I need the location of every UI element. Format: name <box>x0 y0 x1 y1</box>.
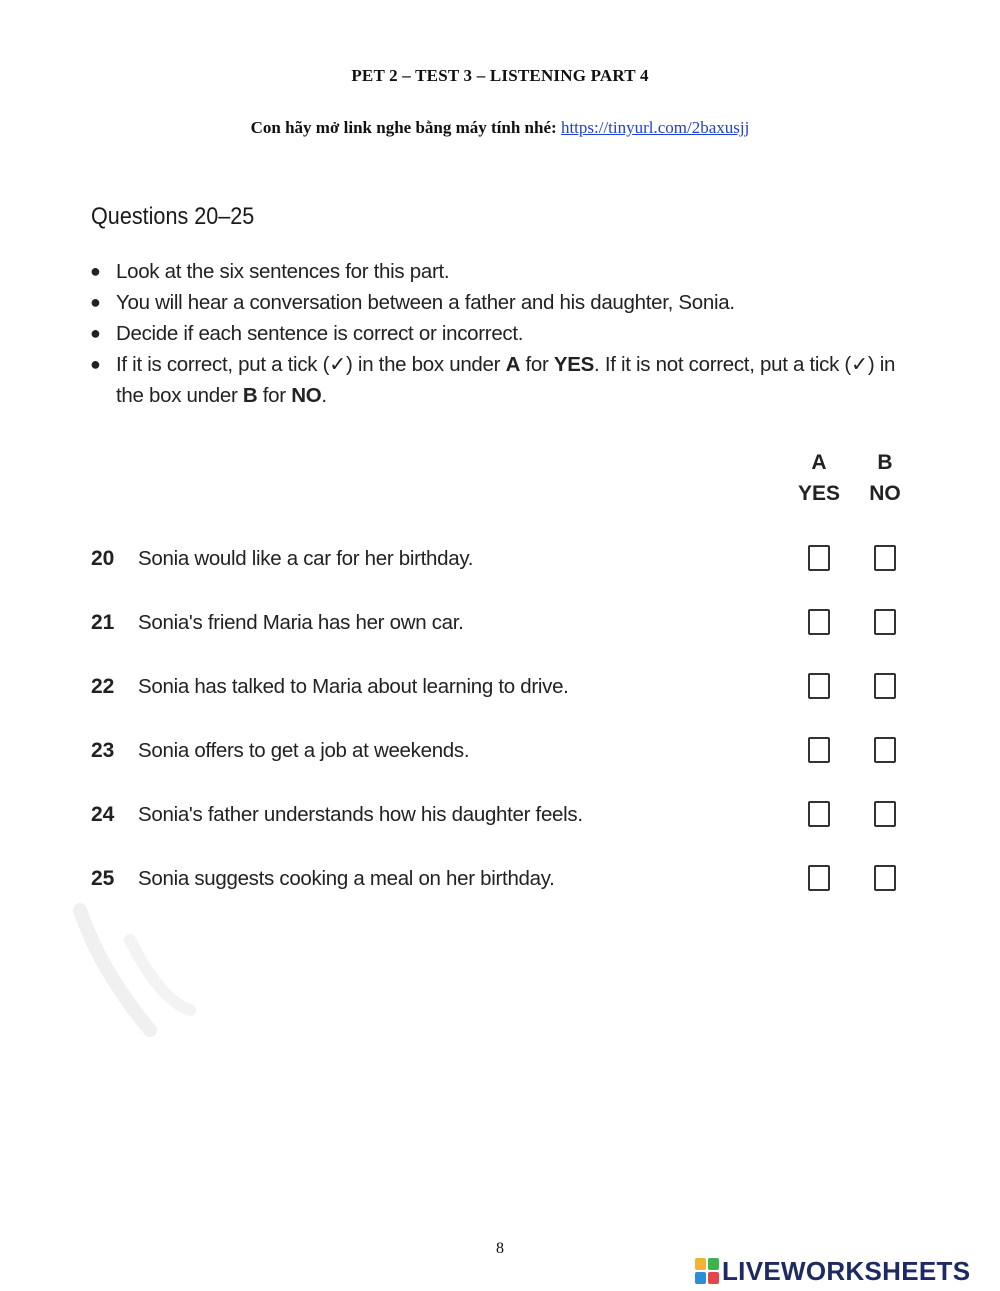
instruction-bold: NO <box>291 384 322 407</box>
yes-checkbox-25[interactable] <box>808 865 830 891</box>
question-text: Sonia would like a car for her birthday. <box>138 547 474 570</box>
no-checkbox-20[interactable] <box>874 545 896 571</box>
instruction-text-part: for <box>257 384 292 407</box>
instruction-text-part: for <box>520 353 554 376</box>
liveworksheets-logo-icon <box>695 1258 719 1284</box>
question-number: 21 <box>91 611 115 634</box>
instruction-bold: B <box>242 384 258 407</box>
brand-footer <box>695 1254 970 1288</box>
column-a-label: YES <box>797 482 841 505</box>
instruction-text-part: . If it is not correct, put a tick (✓) in the box under <box>116 353 896 407</box>
bullet-icon: ● <box>90 261 101 281</box>
instruction-item <box>88 256 918 287</box>
audio-link[interactable]: https://tinyurl.com/2baxusjj <box>560 118 750 137</box>
instruction-text: You will hear a conversation between a father and his daughter, Sonia. <box>116 291 735 314</box>
bullet-icon: ● <box>90 354 101 374</box>
no-checkbox-25[interactable] <box>874 865 896 891</box>
instruction-text: Look at the six sentences for this part. <box>116 260 450 283</box>
question-text: Sonia has talked to Maria about learning to drive. <box>138 675 569 698</box>
question-row-23 <box>0 735 1000 775</box>
brand-name: LIVEWORKSHEETS <box>722 1255 971 1286</box>
bullet-icon: ● <box>90 323 101 343</box>
question-text: Sonia suggests cooking a meal on her birthday. <box>138 867 555 890</box>
questions-heading: Questions 20–25 <box>91 203 255 230</box>
instruction-text-part: If it is correct, put a tick (✓) in the box under <box>116 353 506 376</box>
question-number: 24 <box>91 803 115 826</box>
no-checkbox-23[interactable] <box>874 737 896 763</box>
page-number: 8 <box>496 1240 504 1257</box>
question-text: Sonia's father understands how his daughter feels. <box>138 803 583 826</box>
instruction-bold: A <box>505 353 521 376</box>
question-row-21 <box>0 607 1000 647</box>
question-number: 20 <box>91 547 115 570</box>
no-checkbox-21[interactable] <box>874 609 896 635</box>
instruction-item <box>88 318 918 349</box>
question-text: Sonia offers to get a job at weekends. <box>138 739 470 762</box>
instruction-bold: YES <box>553 353 595 376</box>
watermark-graphic <box>70 890 310 1050</box>
instruction-item <box>88 287 918 318</box>
question-text: Sonia's friend Maria has her own car. <box>138 611 464 634</box>
instruction-item <box>88 349 918 411</box>
yes-checkbox-23[interactable] <box>808 737 830 763</box>
question-number: 22 <box>91 675 115 698</box>
audio-instruction-text: Con hãy mở link nghe bằng máy tính nhé: <box>250 118 557 137</box>
instruction-text: Decide if each sentence is correct or incorrect. <box>116 322 524 345</box>
yes-checkbox-20[interactable] <box>808 545 830 571</box>
question-row-20 <box>0 543 1000 583</box>
column-a-letter: A <box>811 451 827 474</box>
question-number: 25 <box>91 867 115 890</box>
page-title: PET 2 – TEST 3 – LISTENING PART 4 <box>351 66 649 85</box>
audio-instruction <box>0 118 1000 138</box>
column-b-header <box>855 447 915 509</box>
question-row-22 <box>0 671 1000 711</box>
column-a-header <box>789 447 849 509</box>
no-checkbox-22[interactable] <box>874 673 896 699</box>
no-checkbox-24[interactable] <box>874 801 896 827</box>
yes-checkbox-22[interactable] <box>808 673 830 699</box>
yes-checkbox-21[interactable] <box>808 609 830 635</box>
column-b-letter: B <box>877 451 893 474</box>
yes-checkbox-24[interactable] <box>808 801 830 827</box>
instruction-text-part: . <box>321 384 327 407</box>
instruction-list <box>88 256 918 411</box>
bullet-icon: ● <box>90 292 101 312</box>
question-number: 23 <box>91 739 115 762</box>
column-b-label: NO <box>869 482 901 505</box>
question-row-24 <box>0 799 1000 839</box>
